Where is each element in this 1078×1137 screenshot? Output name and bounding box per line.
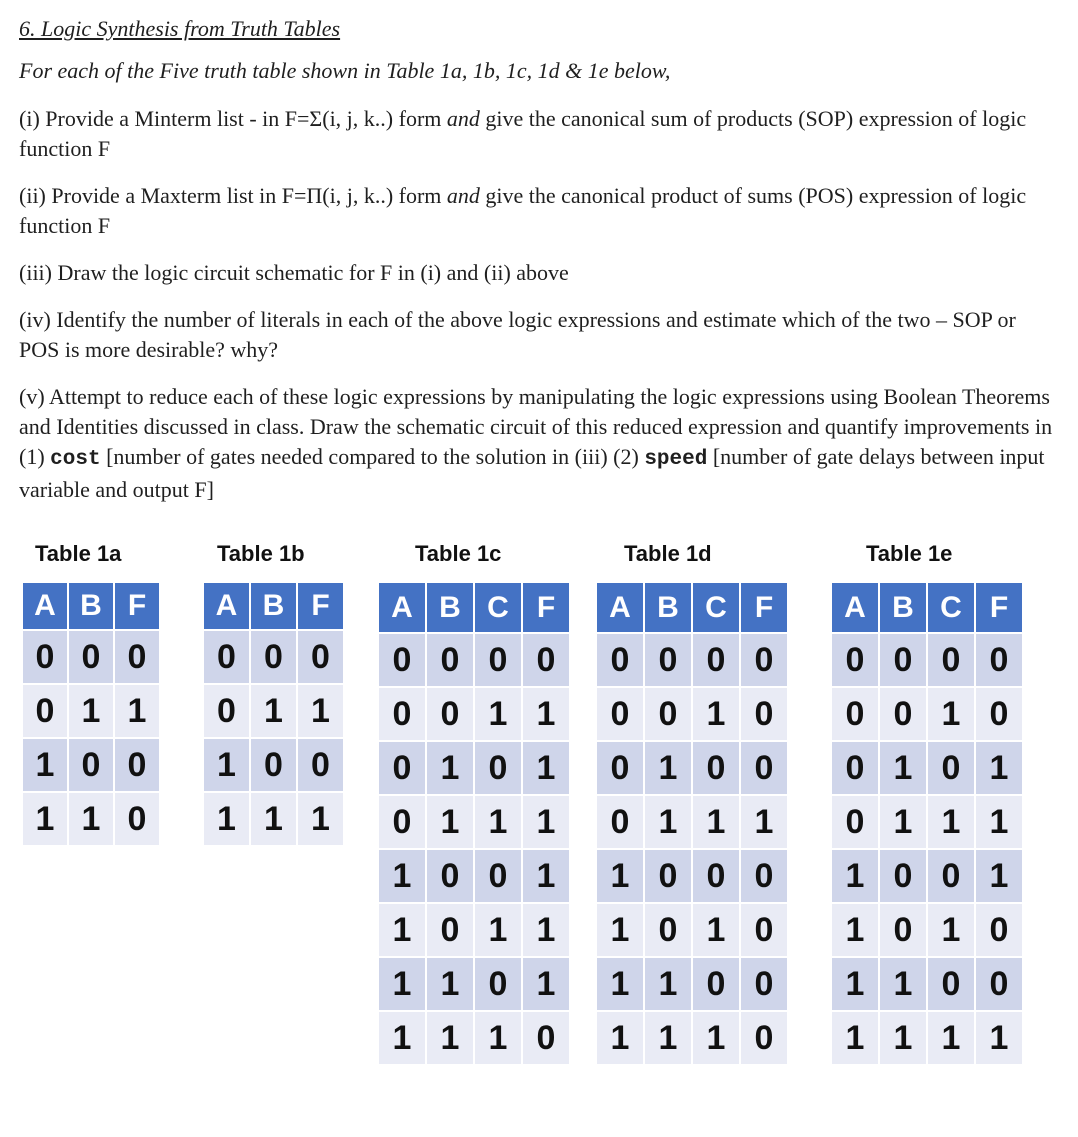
table-row [597,686,787,740]
table-cell: 0 [597,794,645,848]
table-cell: 1 [597,1010,645,1064]
table-cell: 1 [693,794,741,848]
table-row [597,956,787,1010]
table-row [832,686,1022,740]
table-cell: 0 [880,902,928,956]
column-header: B [69,583,115,629]
table-row [379,632,569,686]
cost-keyword: cost [50,448,101,471]
table-cell: 1 [204,791,251,845]
table-cell: 1 [379,1010,427,1064]
table-cell: 0 [204,629,251,683]
column-header: A [23,583,69,629]
table-cell: 0 [251,737,298,791]
table-cell: 0 [298,737,343,791]
table-row [379,740,569,794]
item-v [19,382,1059,505]
table-cell: 0 [928,632,976,686]
table-cell: 0 [115,629,159,683]
table-cell: 1 [928,794,976,848]
table-cell: 1 [693,686,741,740]
table-row [23,737,159,791]
table-cell: 0 [976,686,1022,740]
table-cell: 1 [475,794,523,848]
table-cell: 0 [298,629,343,683]
table-cell: 1 [832,848,880,902]
table-cell: 0 [597,686,645,740]
table-1d [597,583,787,1064]
table-cell: 0 [880,632,928,686]
table-cell: 1 [379,902,427,956]
table-cell: 0 [928,740,976,794]
table-cell: 0 [880,686,928,740]
column-header: B [251,583,298,629]
table-row [204,791,343,845]
table-cell: 0 [928,848,976,902]
table-cell: 0 [645,632,693,686]
table-cell: 0 [928,956,976,1010]
table-cell: 1 [832,956,880,1010]
table-cell: 1 [597,902,645,956]
table-row [832,902,1022,956]
document [19,14,1059,522]
intro-text: For each of the Five truth table shown in Table 1a, 1b, 1c, 1d & 1e below, [19,58,671,83]
table-1a-caption: Table 1a [35,541,122,566]
table-cell: 1 [645,956,693,1010]
item-ii-text-end: give the canonical product of sums (POS) expression of logic function F [19,183,1027,238]
table-cell: 1 [251,683,298,737]
table-cell: 1 [597,848,645,902]
table-cell: 0 [475,848,523,902]
table-1e [832,583,1022,1064]
table-row [832,632,1022,686]
table-cell: 0 [741,1010,787,1064]
table-row [204,737,343,791]
item-ii-text: (ii) Provide a Maxterm list in F=Π(i, j, k..) form [19,183,447,208]
item-ii [19,181,1059,241]
table-cell: 0 [832,794,880,848]
item-v-text-mid: [number of gates needed compared to the solution in (iii) (2) [100,444,645,469]
table-cell: 0 [976,632,1022,686]
table-cell: 0 [832,632,880,686]
table-cell: 1 [741,794,787,848]
table-row [379,1010,569,1064]
item-iv: (iv) Identify the number of literals in each of the above logic expressions and estimate which of the two – SOP or POS is more desirable? why? [19,307,1016,362]
column-header: F [523,583,569,632]
table-cell: 1 [204,737,251,791]
table-cell: 1 [427,794,475,848]
table-row [597,848,787,902]
table-cell: 0 [832,740,880,794]
table-cell: 1 [69,791,115,845]
table-row [832,848,1022,902]
table-cell: 1 [523,848,569,902]
table-cell: 0 [427,848,475,902]
table-cell: 0 [379,632,427,686]
table-cell: 1 [928,686,976,740]
column-header: C [693,583,741,632]
table-1b-caption: Table 1b [217,541,305,566]
table-cell: 1 [115,683,159,737]
table-header-row [379,583,569,632]
table-cell: 0 [741,848,787,902]
table-row [832,1010,1022,1064]
table-cell: 0 [741,686,787,740]
table-cell: 1 [645,1010,693,1064]
column-header: C [928,583,976,632]
table-cell: 1 [298,791,343,845]
table-cell: 0 [832,686,880,740]
table-cell: 1 [523,794,569,848]
table-cell: 1 [23,737,69,791]
table-cell: 0 [523,632,569,686]
column-header: A [379,583,427,632]
table-row [23,683,159,737]
table-cell: 1 [976,794,1022,848]
table-1e-caption: Table 1e [866,541,953,566]
table-cell: 1 [298,683,343,737]
table-cell: 1 [475,1010,523,1064]
table-cell: 1 [23,791,69,845]
table-cell: 0 [741,740,787,794]
column-header: F [298,583,343,629]
table-cell: 1 [523,686,569,740]
table-row [832,956,1022,1010]
table-1b [204,583,343,845]
table-cell: 1 [976,848,1022,902]
table-cell: 1 [928,902,976,956]
table-header-row [597,583,787,632]
table-1c [379,583,569,1064]
table-cell: 0 [645,848,693,902]
item-iii: (iii) Draw the logic circuit schematic for F in (i) and (ii) above [19,260,569,285]
table-cell: 0 [880,848,928,902]
table-cell: 1 [427,1010,475,1064]
table-cell: 1 [251,791,298,845]
item-v-text: (v) Attempt to reduce each of these logic expressions by manipulating the logic expressions using Boolean Theorems and Identities discussed in class. Draw the schematic circuit of this reduced expression and quantify improvements in (1) [19,384,1053,469]
table-row [379,686,569,740]
table-cell: 1 [475,902,523,956]
table-cell: 1 [832,1010,880,1064]
table-row [379,794,569,848]
item-ii-emphasis: and [446,183,480,208]
table-cell: 0 [115,791,159,845]
table-cell: 0 [693,956,741,1010]
table-1d-caption: Table 1d [624,541,712,566]
table-cell: 1 [976,740,1022,794]
table-cell: 1 [379,956,427,1010]
table-cell: 1 [645,740,693,794]
table-cell: 1 [427,956,475,1010]
table-header-row [832,583,1022,632]
table-cell: 1 [597,956,645,1010]
column-header: B [645,583,693,632]
table-cell: 1 [693,902,741,956]
item-i-emphasis: and [446,106,480,131]
table-cell: 0 [427,632,475,686]
table-cell: 0 [475,740,523,794]
column-header: A [204,583,251,629]
table-cell: 1 [523,740,569,794]
column-header: A [832,583,880,632]
table-cell: 1 [880,740,928,794]
table-row [597,794,787,848]
table-cell: 1 [379,848,427,902]
table-cell: 0 [693,848,741,902]
speed-keyword: speed [644,448,708,471]
table-cell: 1 [523,956,569,1010]
item-v-text-end: [number of gate delays between input variable and output F] [19,444,1045,502]
table-row [204,629,343,683]
column-header: A [597,583,645,632]
column-header: F [976,583,1022,632]
table-cell: 0 [69,629,115,683]
column-header: F [115,583,159,629]
table-cell: 1 [832,902,880,956]
table-cell: 0 [379,740,427,794]
table-cell: 0 [379,686,427,740]
table-cell: 0 [251,629,298,683]
table-row [379,902,569,956]
table-row [379,848,569,902]
table-row [379,956,569,1010]
table-cell: 0 [427,902,475,956]
table-1c-caption: Table 1c [415,541,502,566]
table-cell: 1 [69,683,115,737]
table-cell: 0 [427,686,475,740]
table-row [23,791,159,845]
table-header-row [204,583,343,629]
table-cell: 0 [693,632,741,686]
column-header: B [427,583,475,632]
table-cell: 1 [976,1010,1022,1064]
table-cell: 0 [693,740,741,794]
table-cell: 0 [741,902,787,956]
table-cell: 0 [645,902,693,956]
column-header: F [741,583,787,632]
table-cell: 0 [741,956,787,1010]
column-header: B [880,583,928,632]
table-cell: 0 [976,956,1022,1010]
item-i-text-end: give the canonical sum of products (SOP) expression of logic function F [19,106,1027,161]
table-cell: 1 [475,686,523,740]
table-cell: 0 [475,632,523,686]
table-row [204,683,343,737]
table-cell: 0 [204,683,251,737]
table-row [832,740,1022,794]
table-cell: 1 [880,794,928,848]
table-cell: 0 [597,632,645,686]
item-i [19,104,1059,164]
table-cell: 1 [928,1010,976,1064]
table-header-row [23,583,159,629]
table-row [23,629,159,683]
table-cell: 1 [880,956,928,1010]
table-cell: 1 [693,1010,741,1064]
table-row [597,902,787,956]
table-cell: 0 [475,956,523,1010]
table-cell: 1 [523,902,569,956]
table-1a [23,583,159,845]
table-cell: 0 [645,686,693,740]
table-row [597,740,787,794]
table-cell: 0 [976,902,1022,956]
table-cell: 0 [597,740,645,794]
table-cell: 0 [23,683,69,737]
table-cell: 0 [523,1010,569,1064]
table-cell: 0 [23,629,69,683]
column-header: C [475,583,523,632]
table-cell: 1 [427,740,475,794]
item-i-text: (i) Provide a Minterm list - in F=Σ(i, j, k..) form [19,106,447,131]
table-cell: 0 [115,737,159,791]
table-row [832,794,1022,848]
table-row [597,1010,787,1064]
table-cell: 1 [645,794,693,848]
table-row [597,632,787,686]
section-title: 6. Logic Synthesis from Truth Tables [19,16,341,41]
table-cell: 1 [880,1010,928,1064]
table-cell: 0 [379,794,427,848]
table-cell: 0 [741,632,787,686]
table-cell: 0 [69,737,115,791]
